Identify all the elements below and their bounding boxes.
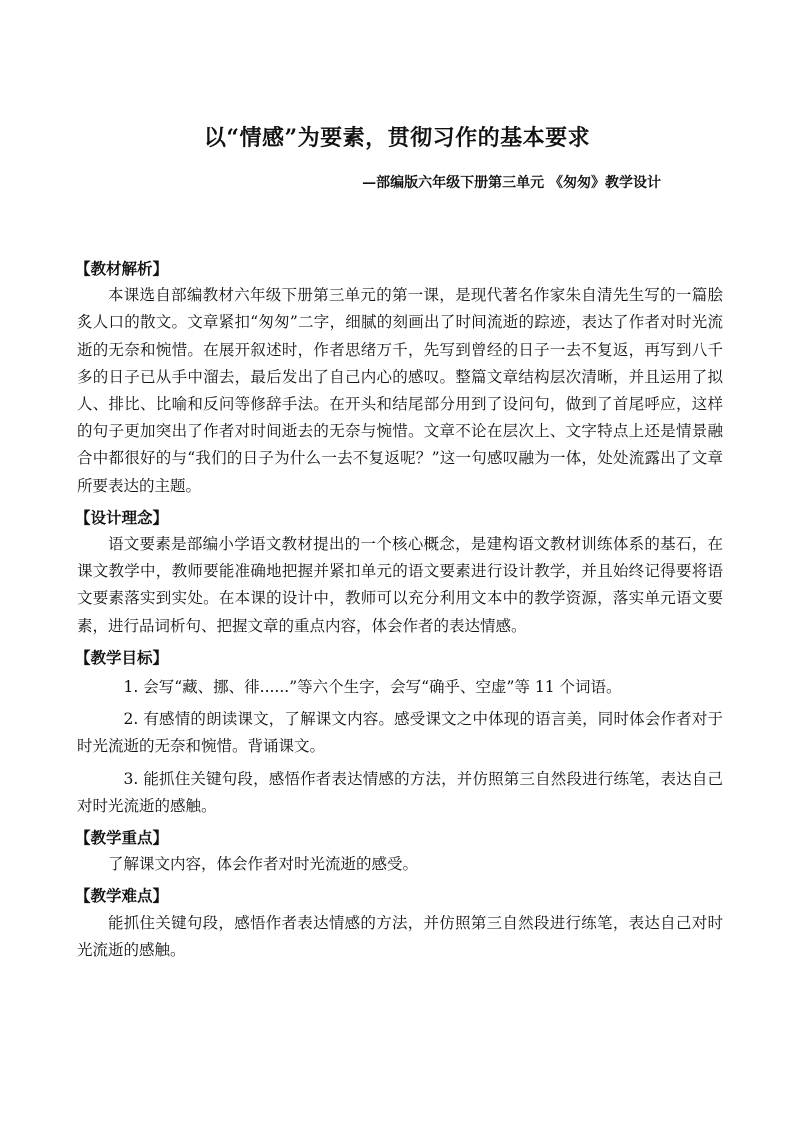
section-paragraph: 能抓住关键句段，感悟作者表达情感的方法，并仿照第三自然段进行练笔，表达自己对时光流逝的感触。 bbox=[77, 913, 723, 959]
document-body bbox=[77, 255, 723, 964]
section-heading-teaching-difficulty: 【教学难点】 bbox=[75, 886, 169, 906]
document-title: 以“情感”为要素，贯彻习作的基本要求 bbox=[203, 125, 591, 151]
objective-item: 2. 有感情的朗读课文，了解课文内容。感受课文之中体现的语言美，同时体会作者对于时光流逝的无奈和惋惜。背诵课文。 bbox=[77, 710, 723, 756]
section-heading-design-concept: 【设计理念】 bbox=[75, 507, 169, 527]
objective-item: 3. 能抓住关键句段，感悟作者表达情感的方法，并仿照第三自然段进行练笔，表达自己对时光流逝的感触。 bbox=[77, 769, 723, 815]
section-heading-teaching-focus: 【教学重点】 bbox=[75, 828, 169, 848]
objective-item: 1. 会写“藏、挪、徘......”等六个生字，会写“确乎、空虚”等 11 个词语。 bbox=[123, 678, 622, 697]
section-paragraph: 语文要素是部编小学语文教材提出的一个核心概念，是建构语文教材训练体系的基石，在课文教学中，教师要能准确地把握并紧扣单元的语文要素进行设计教学，并且始终记得要将语文要素落实到实处。在本课的设计中，教师可以充分利用文本中的教学资源，落实单元语文要素，进行品词析句、把握文章的重点内容，体会作者的表达情感。 bbox=[77, 535, 723, 635]
section-heading-textbook-analysis: 【教材解析】 bbox=[75, 259, 169, 278]
section-heading-teaching-objectives: 【教学目标】 bbox=[75, 647, 169, 667]
section-paragraph: 本课选自部编教材六年级下册第三单元的第一课，是现代著名作家朱自清先生写的一篇脍炙人口的散文。文章紧扣“匆匆”二字，细腻的刻画出了时间流逝的踪迹，表达了作者对时光流逝的无奈和惋惜。在展开叙述时，作者思绪万千，先写到曾经的日子一去不复返，再写到八千多的日子已从手中溜去，最后发出了自己内心的感叹。整篇文章结构层次清晰，并且运用了拟人、排比、比喻和反问等修辞手法。在开头和结尾部分用到了设问句，做到了首尾呼应，这样的句子更加突出了作者对时间逝去的无奈与惋惜。文章不论在层次上、文字特点上还是情景融合中都很好的与“我们的日子为什么一去不复返呢？”这一句感叹融为一体，处处流露出了文章所要表达的主题。 bbox=[77, 286, 723, 495]
document-subtitle: —部编版六年级下册第三单元 《匆匆》教学设计 bbox=[362, 175, 661, 191]
section-paragraph: 了解课文内容，体会作者对时光流逝的感受。 bbox=[108, 855, 419, 874]
